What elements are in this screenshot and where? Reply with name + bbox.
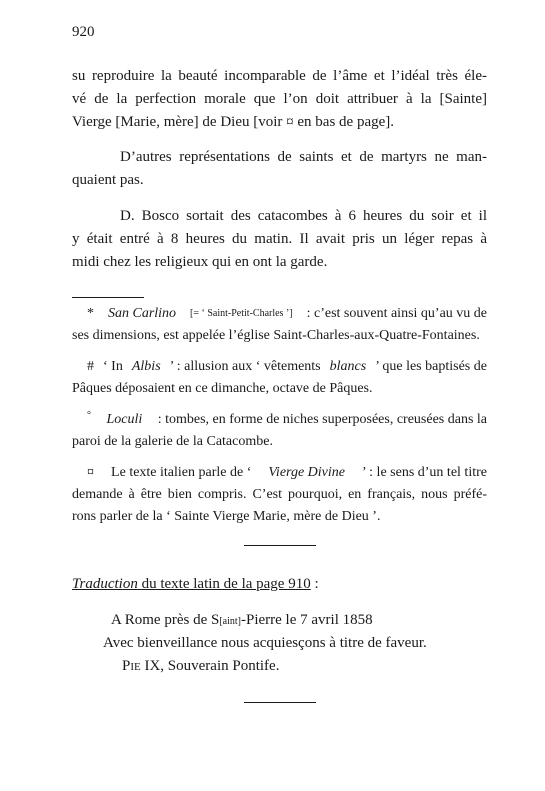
- section-divider-1: [244, 545, 316, 546]
- footnote-3-line-2: paroi de la galerie de la Catacombe.: [72, 434, 273, 449]
- footnote-4-mark: ¤: [87, 465, 94, 480]
- footnote-2-line-1: [87, 356, 487, 378]
- footnote-1-mark: *: [87, 306, 94, 321]
- footnote-3-rest: : tombes, en forme de niches superposées, creusées dans la: [157, 412, 487, 427]
- section-divider-2: [244, 702, 316, 703]
- translation-line-2: Avec bienveillance nous acquiesçons à titre de faveur.: [103, 635, 427, 651]
- page-number: 920: [72, 24, 95, 40]
- translation-line-1-small: [aint]: [219, 616, 241, 627]
- translation-line-1: [111, 609, 373, 633]
- translation-line-3: [122, 655, 279, 678]
- paragraph-1-line-2: vé de la perfection morale que l’on doit attribuer à la [Sainte]: [72, 91, 487, 107]
- footnote-2-line-2: Pâques déposaient en ce dimanche, octave de Pâques.: [72, 381, 373, 396]
- footnote-4-pre: Le texte italien parle de ‘: [111, 465, 252, 480]
- paragraph-3-line-1: D. Bosco sortait des catacombes à 6 heures du soir et il: [120, 208, 487, 224]
- translation-heading-rest: du texte latin de la page 910: [141, 576, 311, 592]
- footnote-1-line-2: ses dimensions, est appelée l’église Saint-Charles-aux-Quatre-Fontaines.: [72, 328, 480, 343]
- footnote-1-rest: : c’est souvent ainsi qu’au vu de: [306, 306, 487, 321]
- translation-heading-colon: :: [314, 576, 319, 592]
- translation-heading-underlined: [72, 576, 311, 592]
- footnote-3-term: Loculi: [106, 412, 143, 427]
- footnote-2-mark: #: [87, 359, 94, 374]
- footnote-3-line-1: [87, 409, 487, 431]
- footnote-4-rest: ’ : le sens d’un tel titre: [362, 465, 487, 480]
- footnote-1-bracket: [= ‘ Saint-Petit-Charles ’]: [190, 308, 293, 319]
- translation-line-3-pope: Pie: [122, 658, 141, 674]
- translation-line-1-post: -Pierre le 7 avril 1858: [240, 612, 373, 628]
- footnote-3-mark: °: [87, 410, 91, 421]
- footnote-4-term: Vierge Divine: [268, 465, 345, 480]
- paragraph-3-line-2: y était entré à 8 heures du matin. Il avait pris un léger repas à: [72, 231, 487, 247]
- paragraph-3-line-3: midi chez les religieux qui en ont la garde.: [72, 254, 328, 270]
- paragraph-2-line-2: quaient pas.: [72, 172, 144, 188]
- footnote-4-line-1: [87, 462, 487, 484]
- footnote-4-line-3: rons parler de la ‘ Sainte Vierge Marie, mère de Dieu ’.: [72, 509, 381, 524]
- footnote-1-line-1: [87, 303, 487, 325]
- paragraph-1-line-1: su reproduire la beauté incomparable de l’âme et l’idéal très éle-: [72, 68, 487, 84]
- footnote-2-term: Albis: [131, 359, 161, 374]
- translation-heading: [72, 573, 319, 596]
- footnote-1-term: San Carlino: [107, 306, 177, 321]
- paragraph-2-line-1: D’autres représentations de saints et de martyrs ne man-: [120, 149, 487, 165]
- footnote-4-line-2: demande à être bien compris. C’est pourquoi, en français, nous préfé-: [72, 487, 487, 502]
- footnote-2-open: ‘ In: [103, 359, 123, 374]
- translation-heading-italic: Traduction: [72, 576, 138, 592]
- footnote-separator: [72, 297, 144, 298]
- translation-line-1-pre: A Rome près de S: [111, 612, 220, 628]
- footnote-2-term-2: blancs: [329, 359, 367, 374]
- footnote-2-mid: ’ : allusion aux ‘ vêtements: [169, 359, 321, 374]
- paragraph-1-line-3: Vierge [Marie, mère] de Dieu [voir ¤ en bas de page].: [72, 114, 395, 130]
- footnote-2-rest: ’ que les baptisés de: [375, 359, 487, 374]
- translation-line-3-rest: IX, Souverain Pontife.: [144, 658, 280, 674]
